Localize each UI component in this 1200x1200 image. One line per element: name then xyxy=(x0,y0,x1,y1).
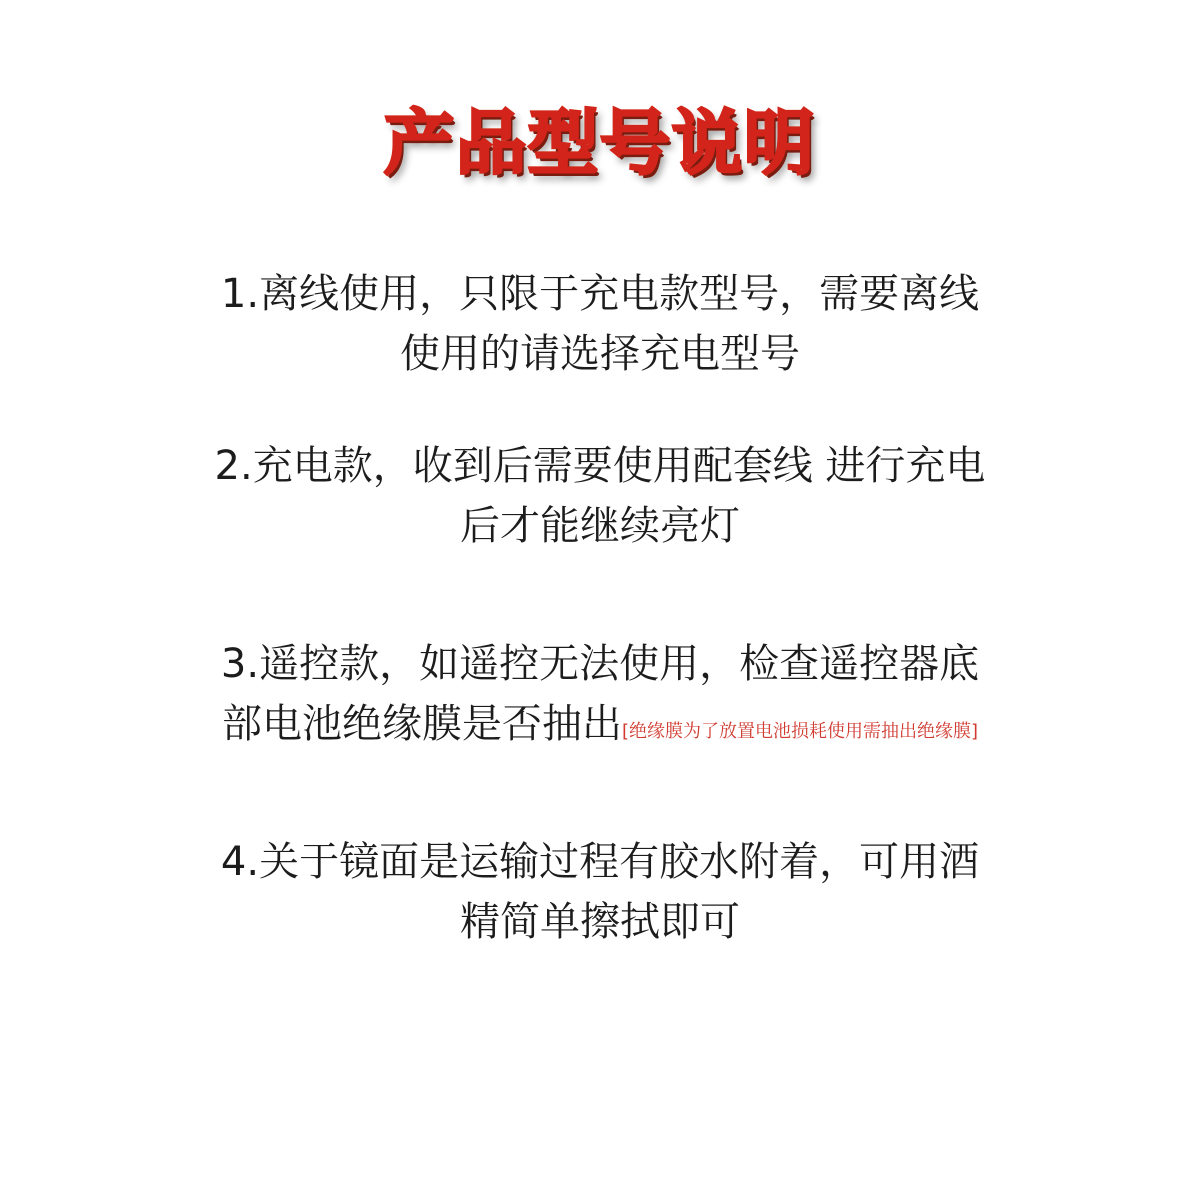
instruction-item-remote-model xyxy=(150,634,1050,762)
insulation-film-note: [绝缘膜为了放置电池损耗使用需抽出绝缘膜] xyxy=(621,721,979,742)
instruction-line: 4.关于镜面是运输过程有胶水附着，可用酒 xyxy=(220,839,980,885)
instruction-item-charging-model xyxy=(150,436,1050,556)
instruction-line: 3.遥控款，如遥控无法使用，检查遥控器底 xyxy=(220,641,980,687)
instruction-line-text: 部电池绝缘膜是否抽出 xyxy=(221,701,622,747)
instruction-line: 使用的请选择充电型号 xyxy=(400,331,800,377)
instruction-line: 后才能继续亮灯 xyxy=(460,503,740,549)
instruction-line: 2.充电款，收到后需要使用配套线 进行充电 xyxy=(214,443,986,489)
instruction-item-offline-use xyxy=(150,264,1050,384)
instruction-line: 1.离线使用，只限于充电款型号，需要离线 xyxy=(220,271,980,317)
instruction-line-with-note xyxy=(150,694,1050,762)
page-title: 产品型号说明 xyxy=(0,98,1200,188)
instruction-item-mirror-glue xyxy=(150,832,1050,952)
instruction-line: 精简单擦拭即可 xyxy=(460,899,740,945)
